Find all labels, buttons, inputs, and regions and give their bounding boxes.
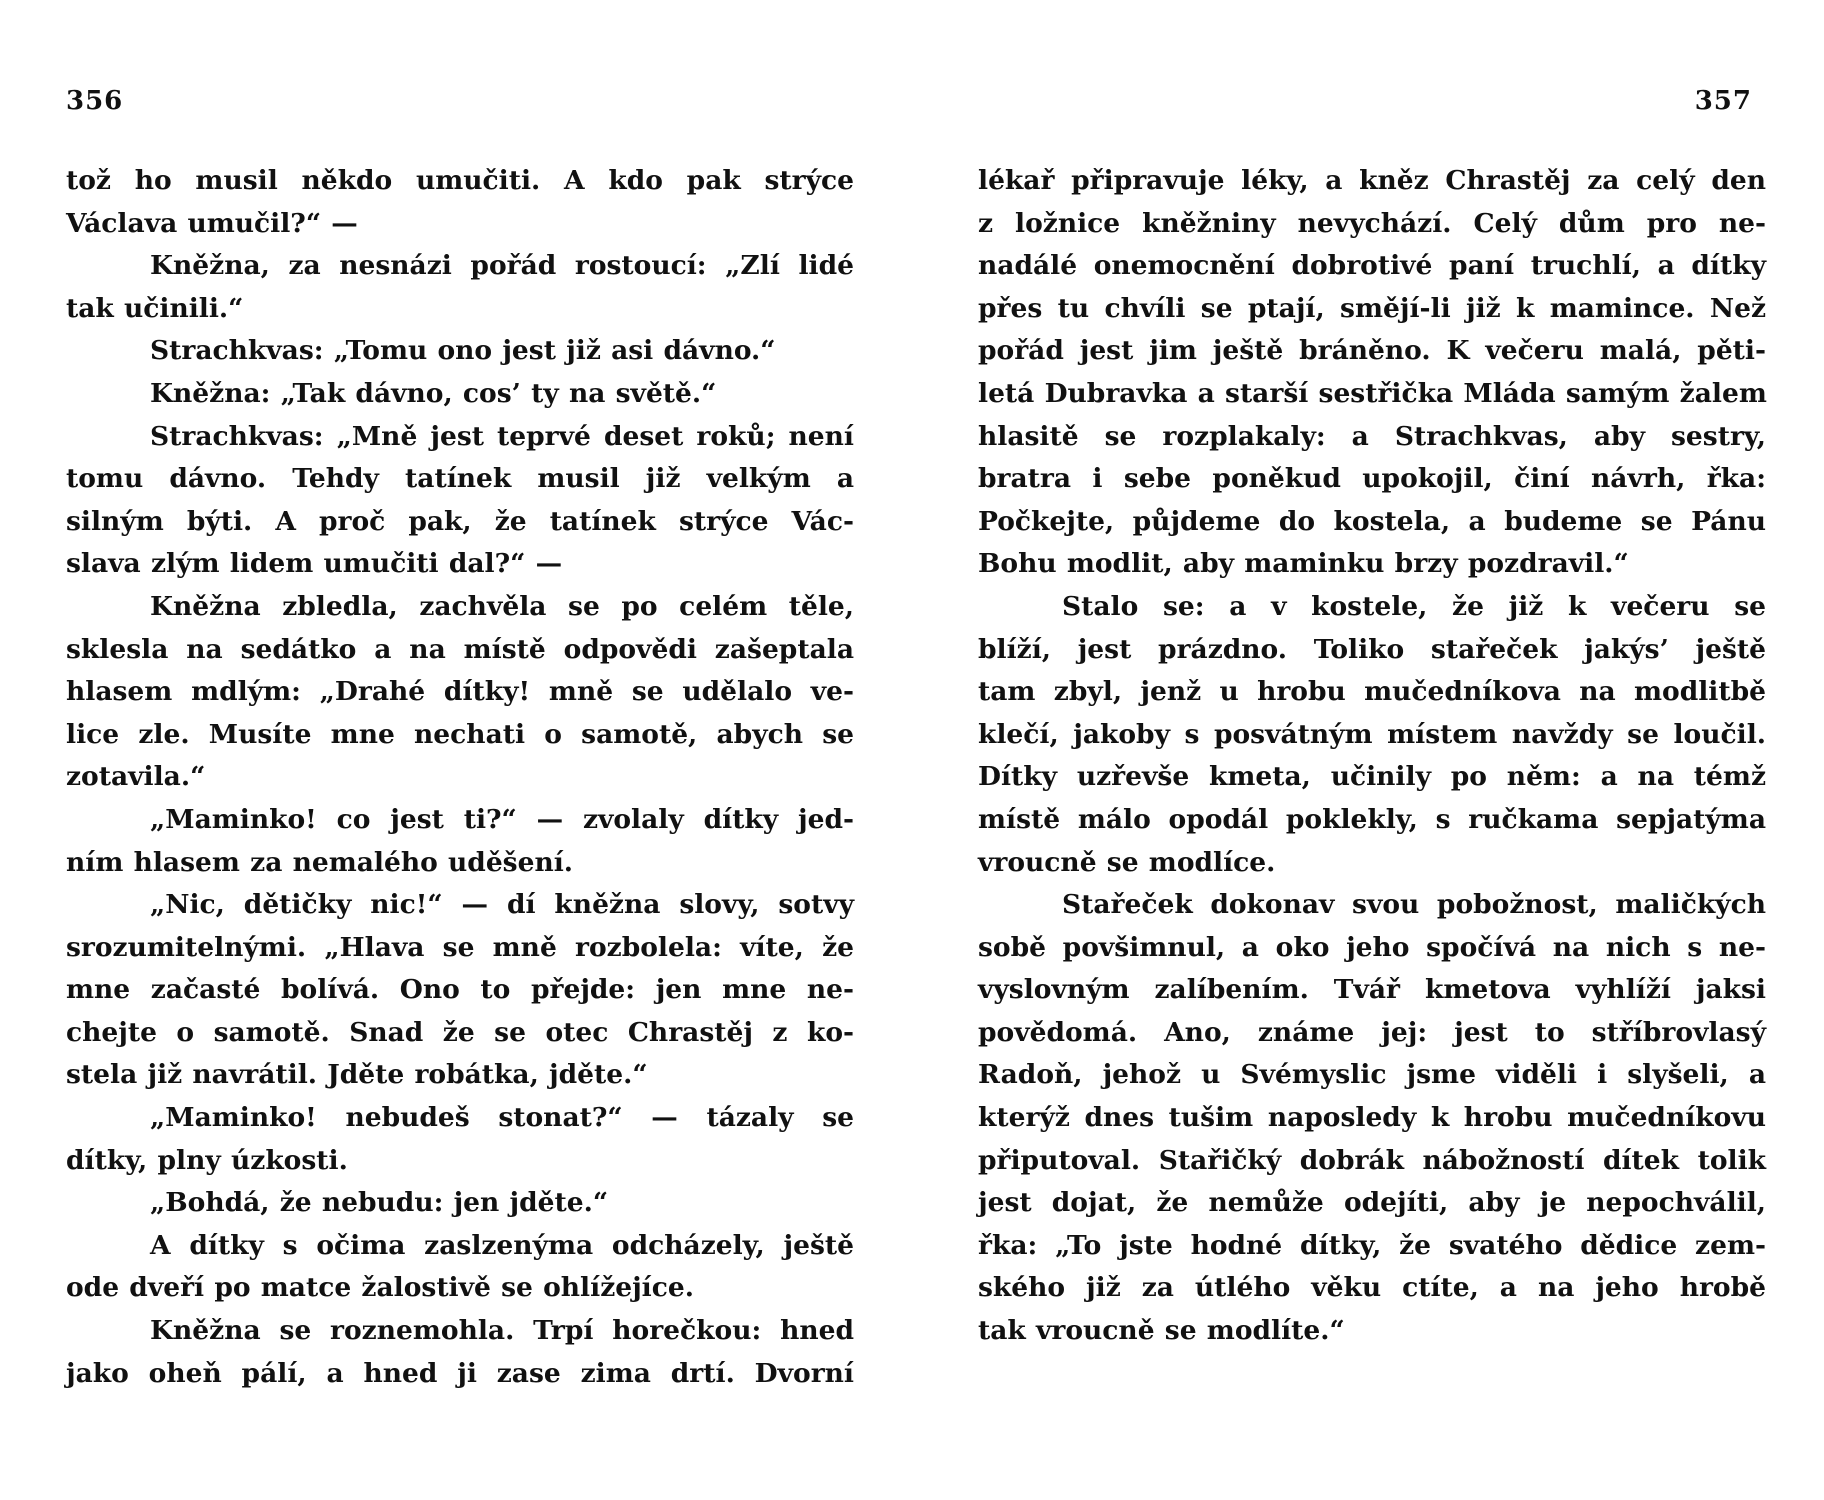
text-line: ského již za útlého věku ctíte, a na jeho hrobě	[978, 1272, 1766, 1304]
text-line: klečí, jakoby s posvátným místem navždy se loučil.	[978, 718, 1766, 750]
text-line: ode dveří po matce žalostivě se ohlížejíce.	[66, 1272, 694, 1304]
text-line: tomu dávno. Tehdy tatínek musil již velkým a	[66, 463, 854, 495]
text-line: Kněžna zbledla, zachvěla se po celém těle,	[150, 590, 854, 622]
text-line: silným býti. A proč pak, že tatínek strýce Vác-	[66, 505, 854, 537]
text-line: místě málo opodál poklekly, s ručkama sepjatýma	[978, 803, 1766, 835]
text-line: „Maminko! co jest ti?“ — zvolaly dítky jed-	[150, 803, 854, 835]
text-line: A dítky s očima zaslzenýma odcházely, ještě	[150, 1229, 854, 1261]
text-line: hlasem mdlým: „Drahé dítky! mně se udělalo ve-	[66, 676, 854, 708]
text-line: sklesla na sedátko a na místě odpovědi zašeptala	[66, 633, 854, 665]
text-line: ním hlasem za nemalého uděšení.	[66, 846, 574, 878]
text-line: „Nic, dětičky nic!“ — dí kněžna slovy, sotvy	[150, 889, 854, 921]
text-line: chejte o samotě. Snad že se otec Chrastěj z ko-	[66, 1016, 854, 1048]
text-line: vroucně se modlíce.	[978, 846, 1276, 878]
text-line: dítky, plny úzkosti.	[66, 1144, 348, 1176]
text-line: Radoň, jehož u Svémyslic jsme viděli i slyšeli, a	[978, 1059, 1766, 1091]
text-line: tož ho musil někdo umučiti. A kdo pak strýce	[66, 165, 854, 196]
text-line: kterýž dnes tušim naposledy k hrobu mučedníkovu	[978, 1102, 1766, 1134]
text-line: jako oheň pálí, a hned ji zase zima drtí. Dvorní	[66, 1357, 854, 1389]
text-line: pořád jest jim ještě bráněno. K večeru malá, pěti-	[978, 335, 1766, 367]
text-line: Václava umučil?“ —	[66, 207, 358, 239]
text-line: Bohu modlit, aby maminku brzy pozdravil.“	[978, 548, 1629, 580]
text-line: stela již navrátil. Jděte robátka, jděte.“	[66, 1059, 648, 1091]
text-line: vyslovným zalíbením. Tvář kmetova vyhlíží jaksi	[978, 974, 1766, 1006]
text-line: Strachkvas: „Mně jest teprvé deset roků; není	[150, 420, 854, 452]
text-line: lice zle. Musíte mne nechati o samotě, abych se	[66, 718, 854, 750]
text-line: Kněžna se roznemohla. Trpí horečkou: hned	[150, 1315, 854, 1347]
text-line: jest dojat, že nemůže odejíti, aby je nepochválil,	[978, 1187, 1766, 1219]
text-line: sobě povšimnul, a oko jeho spočívá na nich s ne-	[978, 931, 1766, 963]
text-line: tam zbyl, jenž u hrobu mučedníkova na modlitbě	[978, 676, 1766, 708]
text-line: mne začasté bolívá. Ono to přejde: jen mne ne-	[66, 974, 854, 1006]
text-line: nadálé onemocnění dobrotivé paní truchlí, a dítky	[978, 250, 1766, 282]
right-page	[912, 0, 1824, 1500]
text-line: srozumitelnými. „Hlava se mně rozbolela: víte, že	[66, 931, 854, 963]
text-line: Kněžna: „Tak dávno, cos’ ty na světě.“	[150, 377, 717, 409]
text-line: zotavila.“	[66, 761, 206, 793]
text-line: slava zlým lidem umučiti dal?“ —	[66, 548, 563, 580]
page-number: 357	[1694, 86, 1752, 116]
text-line: hlasitě se rozplakaly: a Strachkvas, aby sestry,	[978, 420, 1766, 452]
page-text	[66, 160, 854, 1395]
text-line: bratra i sebe poněkud upokojil, činí návrh, řka:	[978, 463, 1766, 495]
text-line: Počkejte, půjdeme do kostela, a budeme se Pánu	[978, 505, 1766, 537]
text-line: Dítky uzřevše kmeta, učinily po něm: a na témž	[978, 761, 1766, 793]
text-line: Kněžna, za nesnázi pořád rostoucí: „Zlí lidé	[150, 250, 854, 282]
text-line: Stalo se: a v kostele, že již k večeru se	[1062, 590, 1766, 622]
text-line: z ložnice kněžniny nevychází. Celý dům pro ne-	[978, 207, 1766, 239]
page-text	[978, 160, 1766, 1353]
text-line: Strachkvas: „Tomu ono jest již asi dávno.“	[150, 335, 776, 367]
text-line: tak vroucně se modlíte.“	[978, 1315, 1345, 1347]
text-line: řka: „To jste hodné dítky, že svatého dědice zem-	[978, 1229, 1766, 1261]
text-line: blíží, jest prázdno. Toliko stařeček jakýs’ ještě	[978, 633, 1766, 665]
text-line: povědomá. Ano, známe jej: jest to stříbrovlasý	[978, 1016, 1766, 1048]
text-line: Stařeček dokonav svou pobožnost, maličkých	[1062, 889, 1766, 921]
text-line: připutoval. Stařičký dobrák nábožností dítek tolik	[978, 1144, 1766, 1176]
text-line: tak učinili.“	[66, 292, 244, 324]
text-line: letá Dubravka a starší sestřička Mláda samým žalem	[978, 377, 1767, 409]
text-line: „Bohdá, že nebudu: jen jděte.“	[150, 1187, 609, 1219]
text-line: „Maminko! nebudeš stonat?“ — tázaly se	[150, 1102, 854, 1134]
text-line: přes tu chvíli se ptají, smějí-li již k mamince. Než	[978, 292, 1766, 324]
text-line: lékař připravuje léky, a kněz Chrastěj za celý den	[978, 165, 1766, 196]
page-number: 356	[66, 86, 124, 116]
